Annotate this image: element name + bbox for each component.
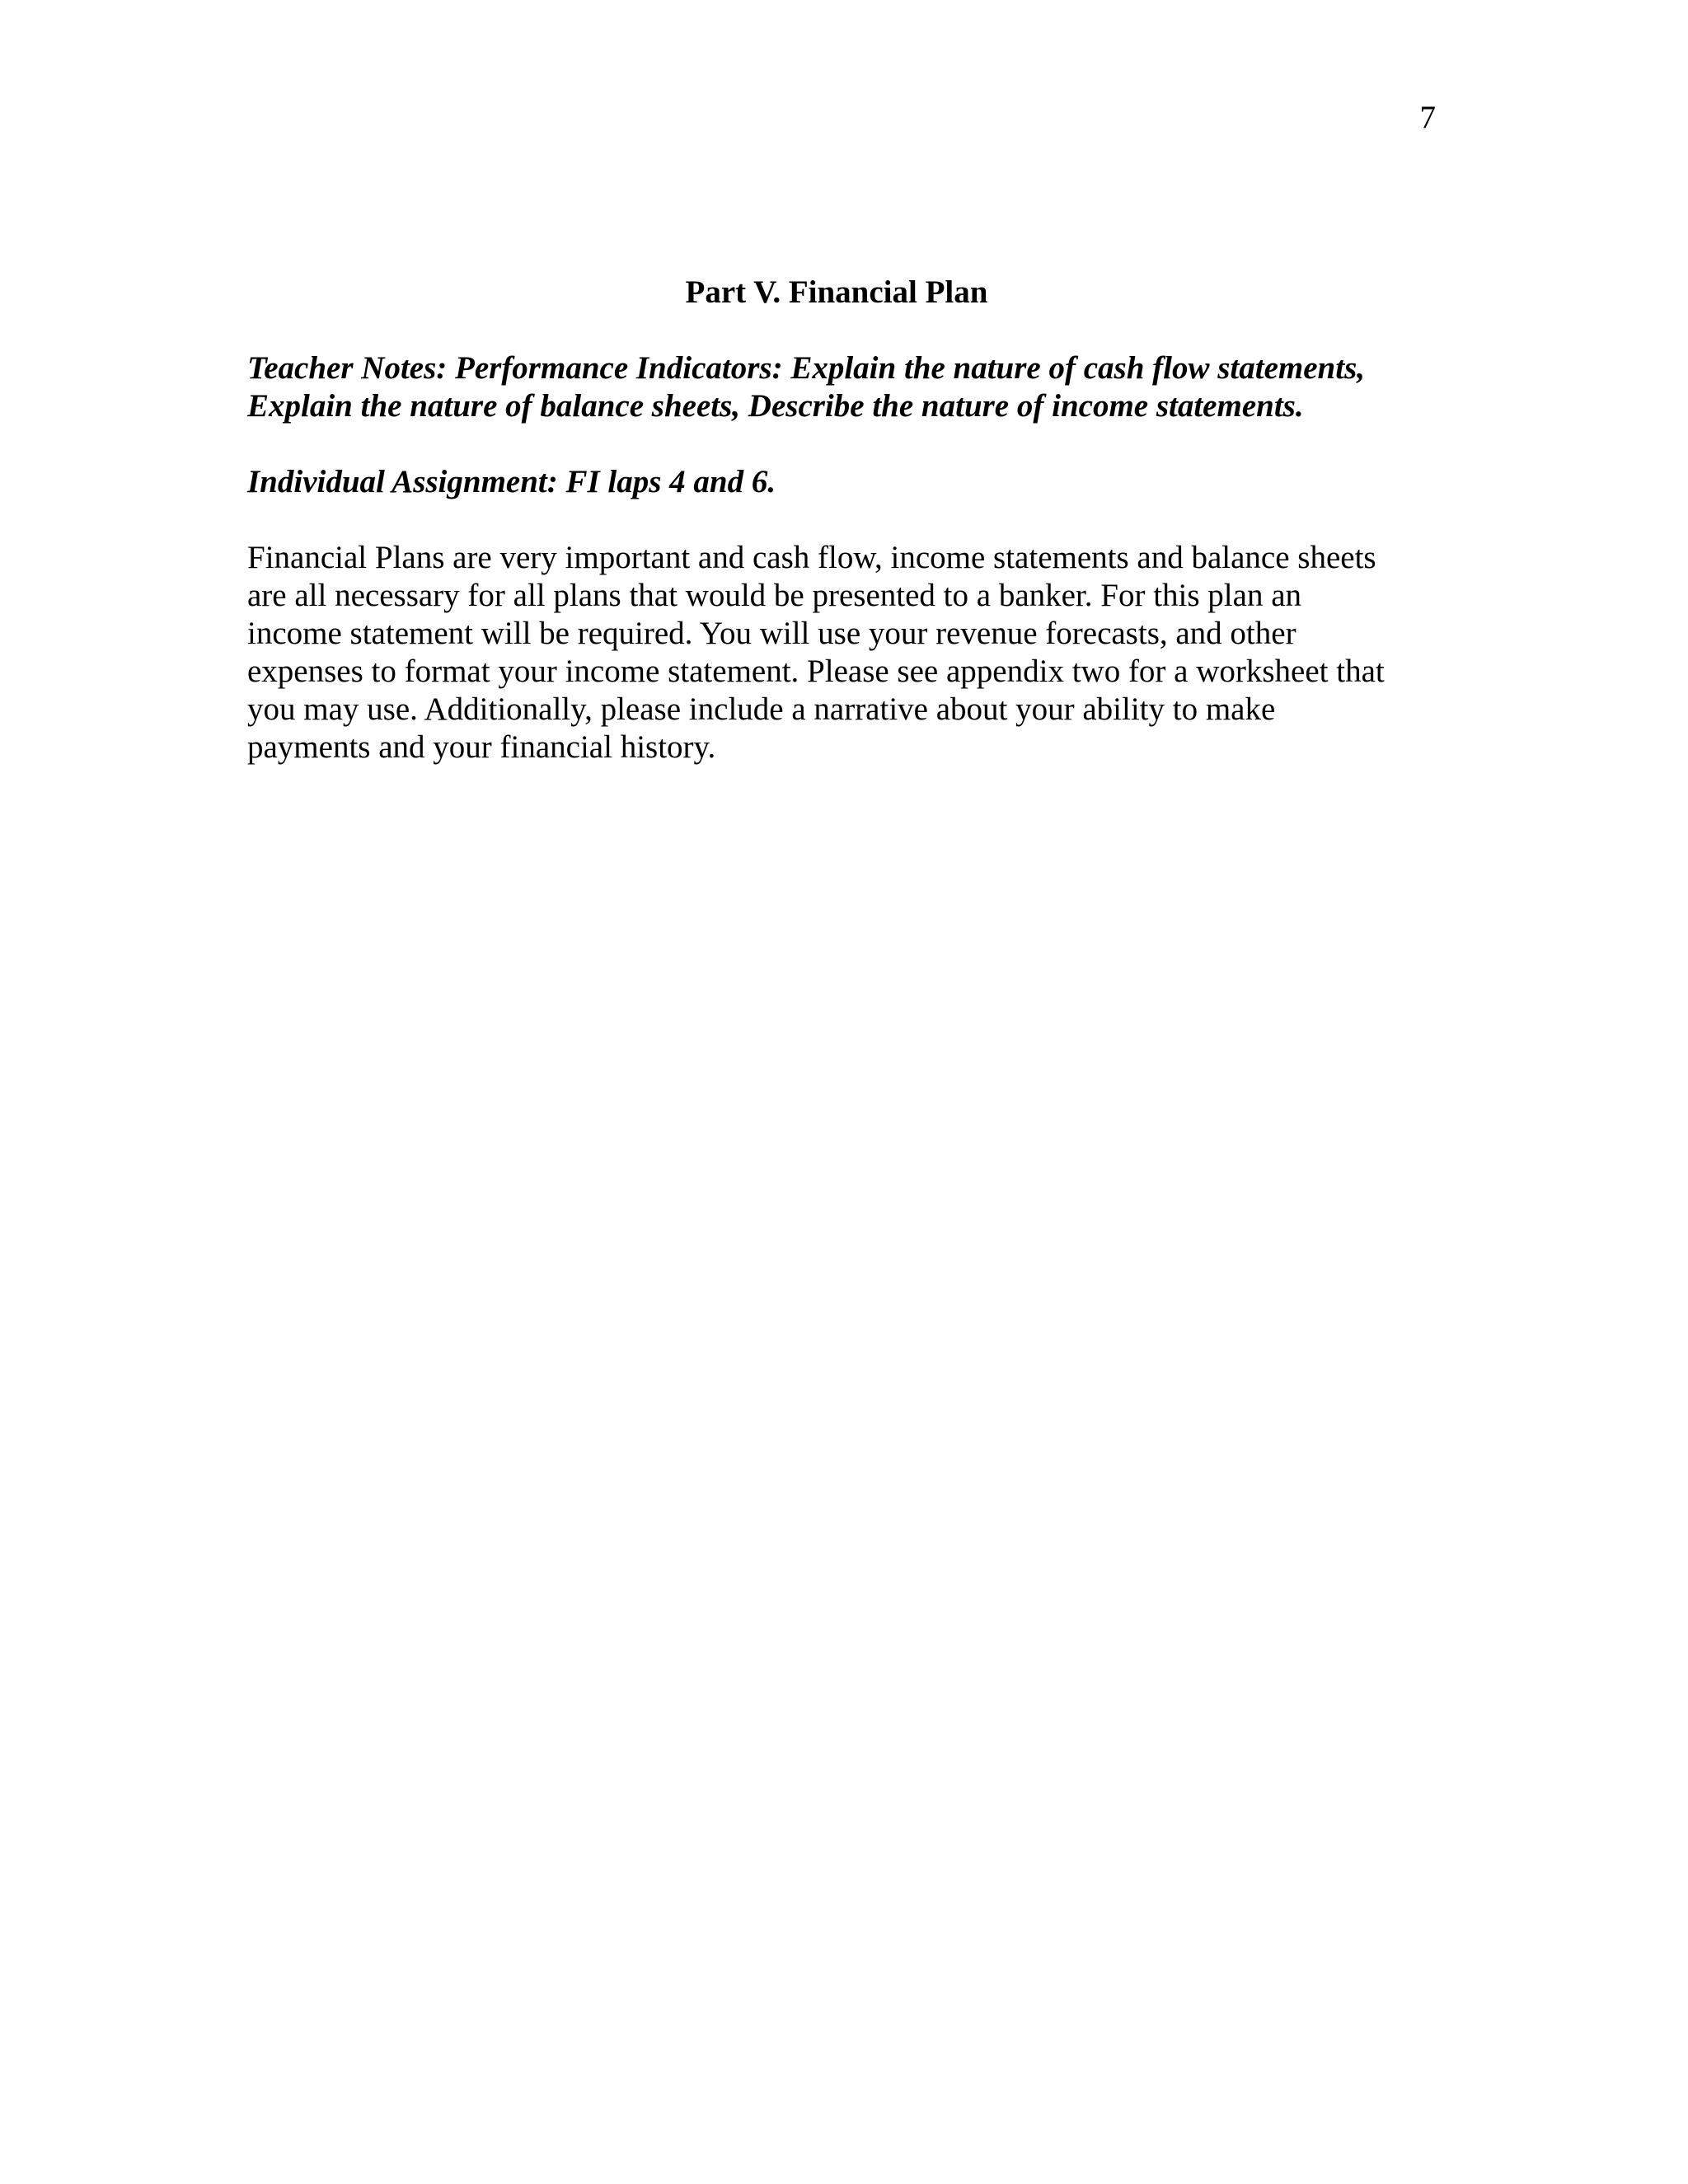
body-line: are all necessary for all plans that would be presented to a banker. For this plan an — [247, 578, 1302, 613]
body-line: income statement will be required. You will use your revenue forecasts, and other — [247, 616, 1296, 651]
body-line: payments and your financial history. — [247, 729, 716, 765]
page-content — [247, 272, 1451, 766]
body-paragraph — [247, 539, 1451, 766]
body-line: you may use. Additionally, please include a narrative about your ability to make — [247, 691, 1276, 727]
teacher-notes-line: Teacher Notes: Performance Indicators: Explain the nature of cash flow statements, — [247, 350, 1365, 386]
teacher-notes — [247, 349, 1451, 425]
page-number: 7 — [1419, 100, 1436, 135]
body-line: Financial Plans are very important and cash flow, income statements and balance sheets — [247, 540, 1376, 575]
individual-assignment: Individual Assignment: FI laps 4 and 6. — [247, 464, 776, 499]
body-line: expenses to format your income statement. Please see appendix two for a worksheet that — [247, 654, 1385, 689]
section-title: Part V. Financial Plan — [685, 274, 988, 310]
teacher-notes-line: Explain the nature of balance sheets, Describe the nature of income statements. — [247, 388, 1304, 424]
